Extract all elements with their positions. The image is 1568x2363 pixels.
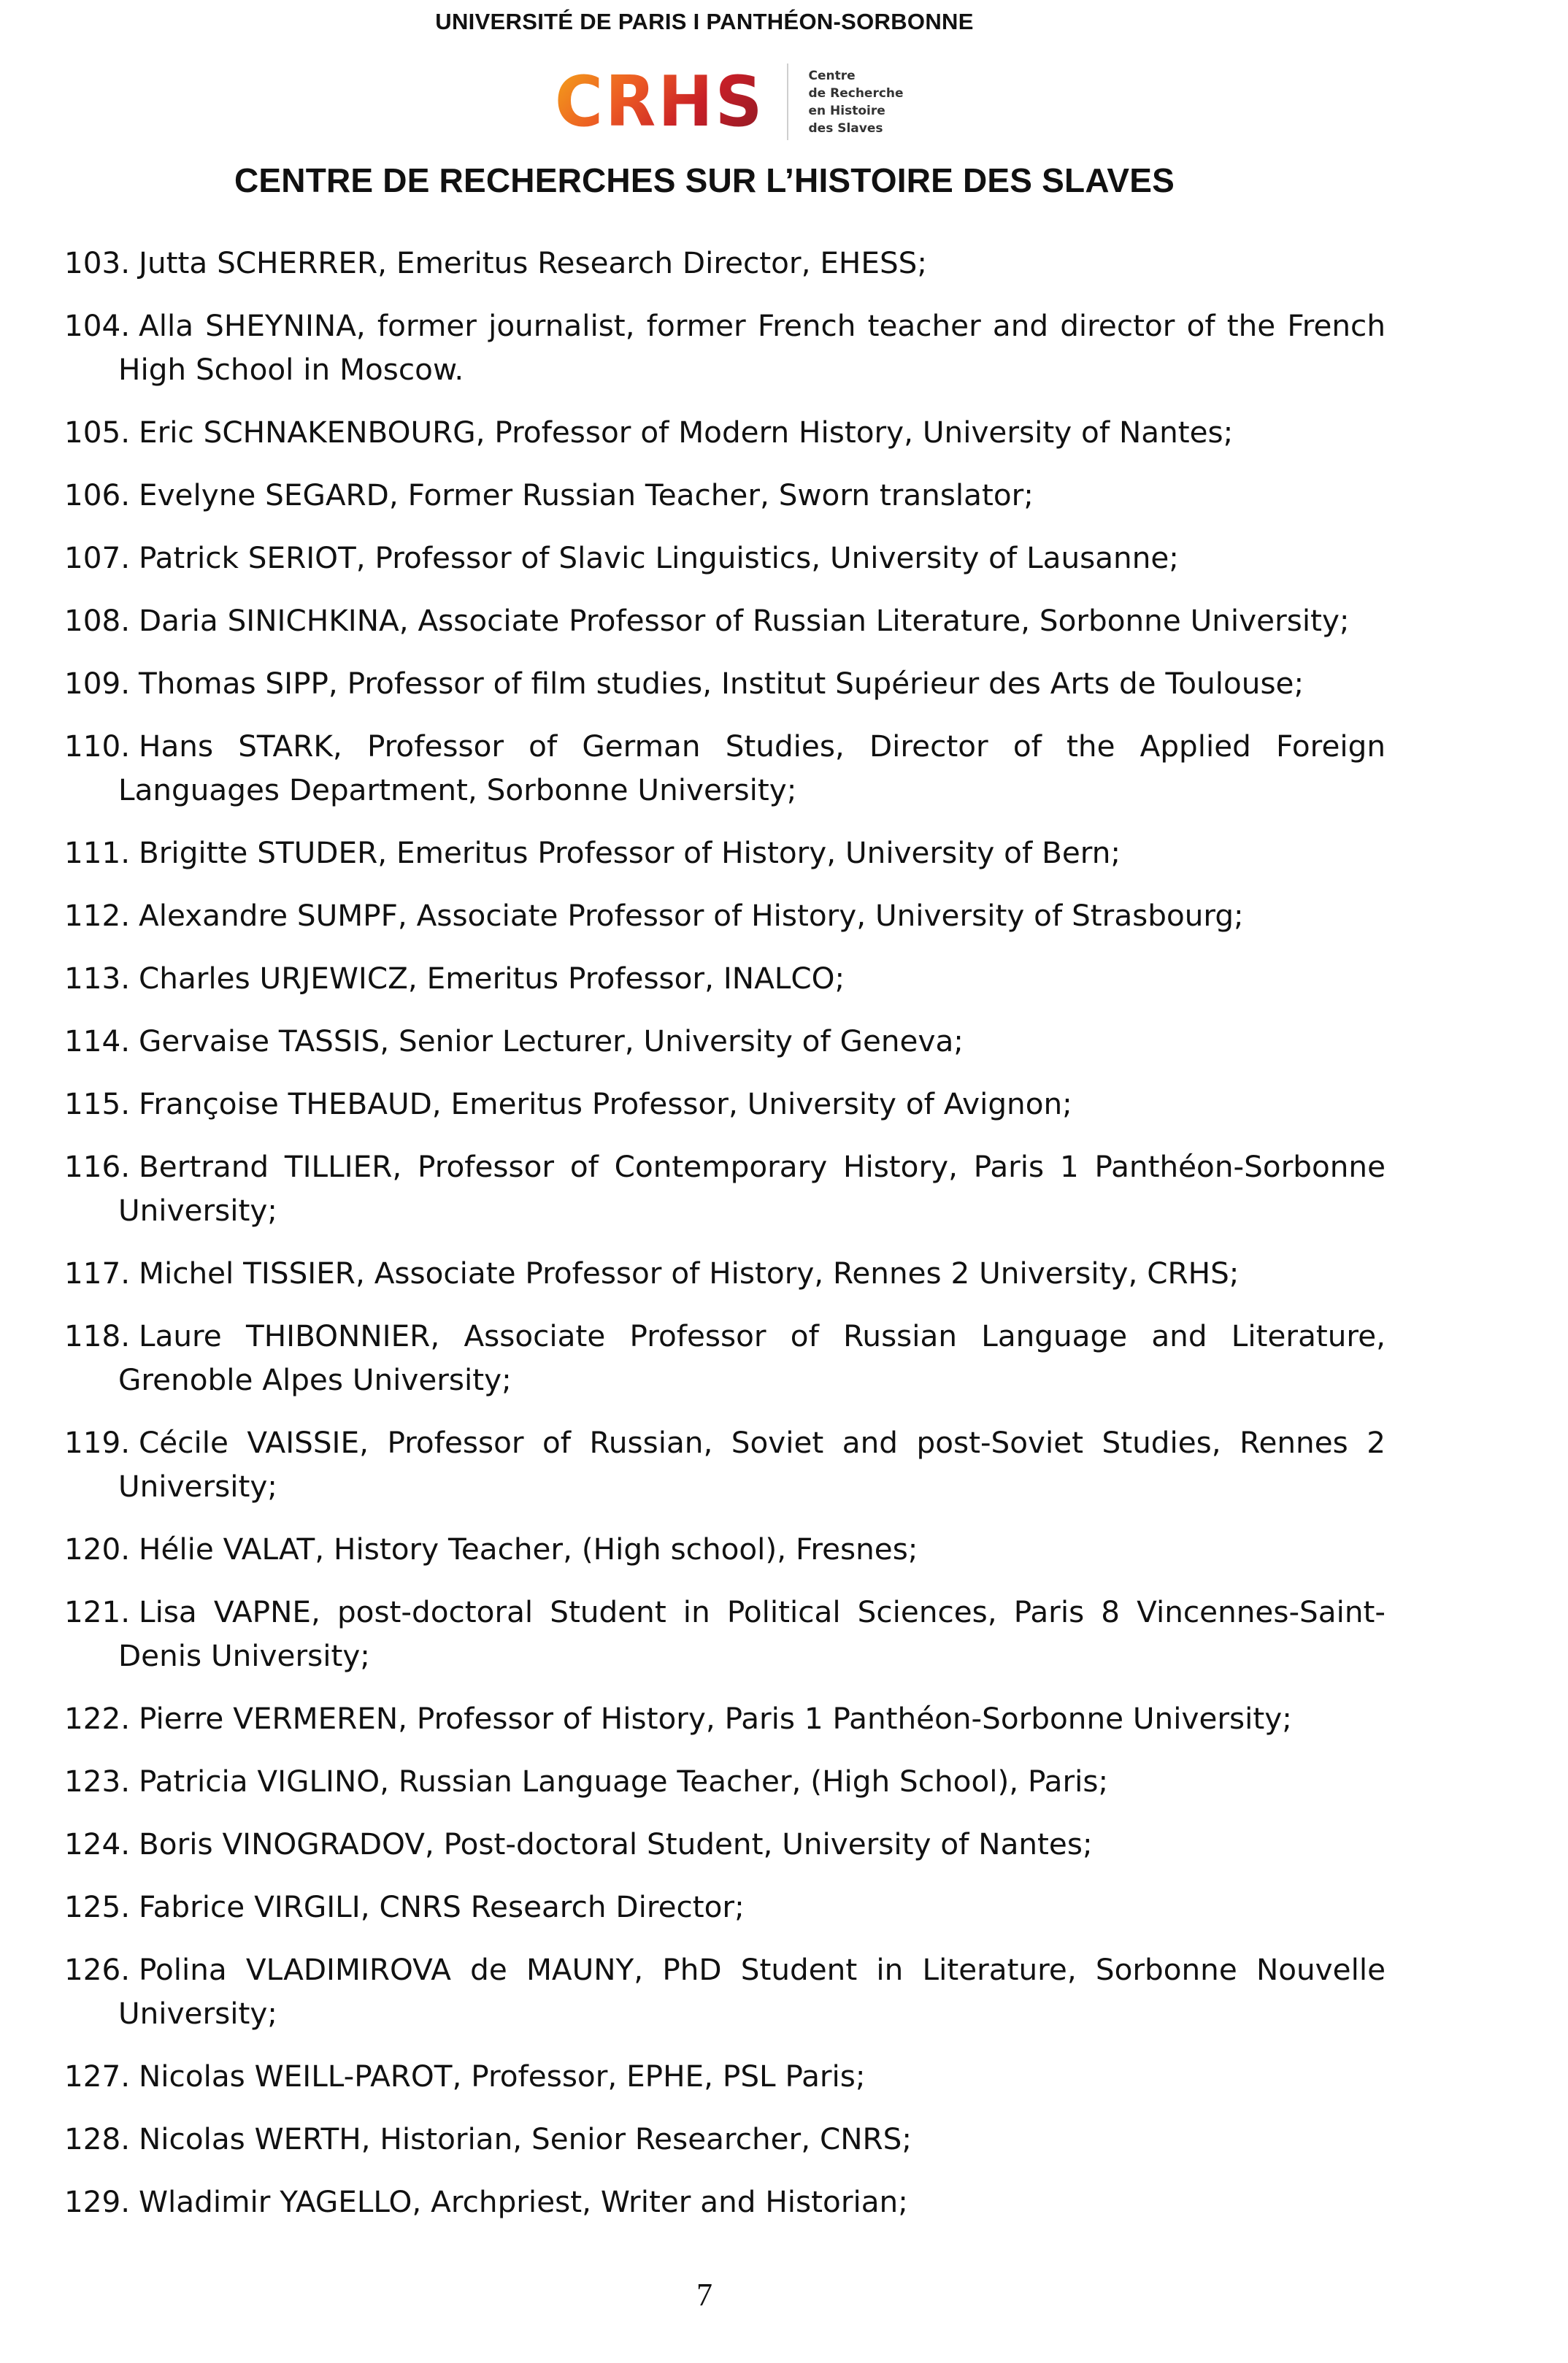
university-name: UNIVERSITÉ DE PARIS I PANTHÉON-SORBONNE	[435, 9, 974, 34]
item-text: Gervaise TASSIS, Senior Lecturer, University of Geneva;	[139, 1023, 964, 1058]
item-number: 119.	[64, 1425, 131, 1460]
item-number: 116.	[64, 1149, 131, 1184]
list-item	[64, 473, 1386, 517]
item-number: 117.	[64, 1256, 131, 1291]
item-number: 108.	[64, 603, 131, 638]
signatory-list	[64, 241, 1386, 2243]
list-item	[64, 1082, 1386, 1126]
logo-mark: CRHS	[555, 61, 765, 142]
item-text: Wladimir YAGELLO, Archpriest, Writer and Historian;	[139, 2184, 908, 2219]
logo-subtitle-line: de Recherche	[808, 85, 904, 101]
item-text: Françoise THEBAUD, Emeritus Professor, University of Avignon;	[139, 1086, 1072, 1121]
list-item	[64, 1697, 1386, 1740]
item-number: 120.	[64, 1532, 131, 1567]
item-text: Fabrice VIRGILI, CNRS Research Director;	[139, 1889, 745, 1924]
item-text: Alla SHEYNINA, former journalist, former French teacher and director of the French High School in Moscow.	[118, 308, 1386, 387]
item-text: Patrick SERIOT, Professor of Slavic Linguistics, University of Lausanne;	[139, 540, 1179, 575]
crhs-logo	[555, 60, 904, 144]
item-text: Lisa VAPNE, post-doctoral Student in Political Sciences, Paris 8 Vincennes-Saint-Denis University;	[118, 1594, 1386, 1673]
item-number: 105.	[64, 415, 131, 450]
item-text: Daria SINICHKINA, Associate Professor of Russian Literature, Sorbonne University;	[139, 603, 1350, 638]
item-number: 125.	[64, 1889, 131, 1924]
list-item	[64, 1251, 1386, 1295]
list-item	[64, 894, 1386, 937]
logo-divider	[787, 64, 788, 140]
item-number: 122.	[64, 1701, 131, 1736]
item-number: 103.	[64, 245, 131, 280]
list-item	[64, 724, 1386, 812]
list-item	[64, 304, 1386, 391]
item-number: 123.	[64, 1764, 131, 1799]
logo-subtitle-line: des Slaves	[808, 120, 883, 136]
list-item	[64, 2180, 1386, 2224]
item-number: 107.	[64, 540, 131, 575]
list-item	[64, 661, 1386, 705]
item-text: Michel TISSIER, Associate Professor of History, Rennes 2 University, CRHS;	[139, 1256, 1240, 1291]
list-item	[64, 599, 1386, 642]
list-item	[64, 1145, 1386, 1232]
item-text: Hans STARK, Professor of German Studies, Director of the Applied Foreign Languages Department, Sorbonne University;	[118, 729, 1386, 807]
item-text: Laure THIBONNIER, Associate Professor of Russian Language and Literature, Grenoble Alpes University;	[118, 1318, 1386, 1397]
item-number: 104.	[64, 308, 131, 343]
centre-title: CENTRE DE RECHERCHES SUR L’HISTOIRE DES SLAVES	[234, 161, 1175, 199]
item-number: 118.	[64, 1318, 131, 1353]
item-text: Brigitte STUDER, Emeritus Professor of History, University of Bern;	[139, 835, 1121, 870]
item-number: 129.	[64, 2184, 131, 2219]
item-number: 115.	[64, 1086, 131, 1121]
item-number: 127.	[64, 2059, 131, 2094]
item-number: 128.	[64, 2121, 131, 2156]
item-text: Hélie VALAT, History Teacher, (High school), Fresnes;	[139, 1532, 918, 1567]
list-item	[64, 831, 1386, 875]
list-item	[64, 1948, 1386, 2035]
list-item	[64, 2054, 1386, 2098]
list-item	[64, 1019, 1386, 1063]
item-text: Nicolas WERTH, Historian, Senior Researcher, CNRS;	[139, 2121, 912, 2156]
list-item	[64, 1421, 1386, 1508]
list-item	[64, 1822, 1386, 1866]
logo-subtitle-line: en Histoire	[808, 103, 885, 118]
list-item	[64, 956, 1386, 1000]
item-text: Charles URJEWICZ, Emeritus Professor, INALCO;	[139, 961, 845, 996]
list-item	[64, 2117, 1386, 2161]
item-number: 124.	[64, 1826, 131, 1861]
item-text: Nicolas WEILL-PAROT, Professor, EPHE, PSL Paris;	[139, 2059, 866, 2094]
item-text: Alexandre SUMPF, Associate Professor of History, University of Strasbourg;	[139, 898, 1244, 933]
item-text: Boris VINOGRADOV, Post-doctoral Student, University of Nantes;	[139, 1826, 1093, 1861]
item-text: Eric SCHNAKENBOURG, Professor of Modern History, University of Nantes;	[139, 415, 1234, 450]
item-number: 126.	[64, 1952, 131, 1987]
item-text: Bertrand TILLIER, Professor of Contemporary History, Paris 1 Panthéon-Sorbonne University;	[118, 1149, 1386, 1228]
logo-subtitle-line: Centre	[808, 68, 856, 83]
list-item	[64, 1314, 1386, 1402]
list-item	[64, 1590, 1386, 1678]
list-item	[64, 241, 1386, 285]
item-text: Patricia VIGLINO, Russian Language Teacher, (High School), Paris;	[139, 1764, 1109, 1799]
page-number: 7	[696, 2277, 712, 2313]
item-text: Pierre VERMEREN, Professor of History, Paris 1 Panthéon-Sorbonne University;	[139, 1701, 1292, 1736]
item-number: 113.	[64, 961, 131, 996]
item-text: Jutta SCHERRER, Emeritus Research Director, EHESS;	[139, 245, 928, 280]
logo-subtitle	[809, 67, 904, 137]
item-number: 121.	[64, 1594, 131, 1629]
list-item	[64, 1885, 1386, 1929]
item-text: Polina VLADIMIROVA de MAUNY, PhD Student in Literature, Sorbonne Nouvelle University;	[118, 1952, 1386, 2031]
item-number: 112.	[64, 898, 131, 933]
item-text: Evelyne SEGARD, Former Russian Teacher, Sworn translator;	[139, 477, 1034, 512]
item-number: 110.	[64, 729, 131, 764]
item-text: Thomas SIPP, Professor of film studies, Institut Supérieur des Arts de Toulouse;	[139, 666, 1304, 701]
item-number: 109.	[64, 666, 131, 701]
list-item	[64, 1759, 1386, 1803]
item-number: 106.	[64, 477, 131, 512]
list-item	[64, 1527, 1386, 1571]
list-item	[64, 410, 1386, 454]
item-number: 111.	[64, 835, 131, 870]
item-number: 114.	[64, 1023, 131, 1058]
item-text: Cécile VAISSIE, Professor of Russian, Soviet and post-Soviet Studies, Rennes 2 University;	[118, 1425, 1386, 1504]
list-item	[64, 536, 1386, 580]
